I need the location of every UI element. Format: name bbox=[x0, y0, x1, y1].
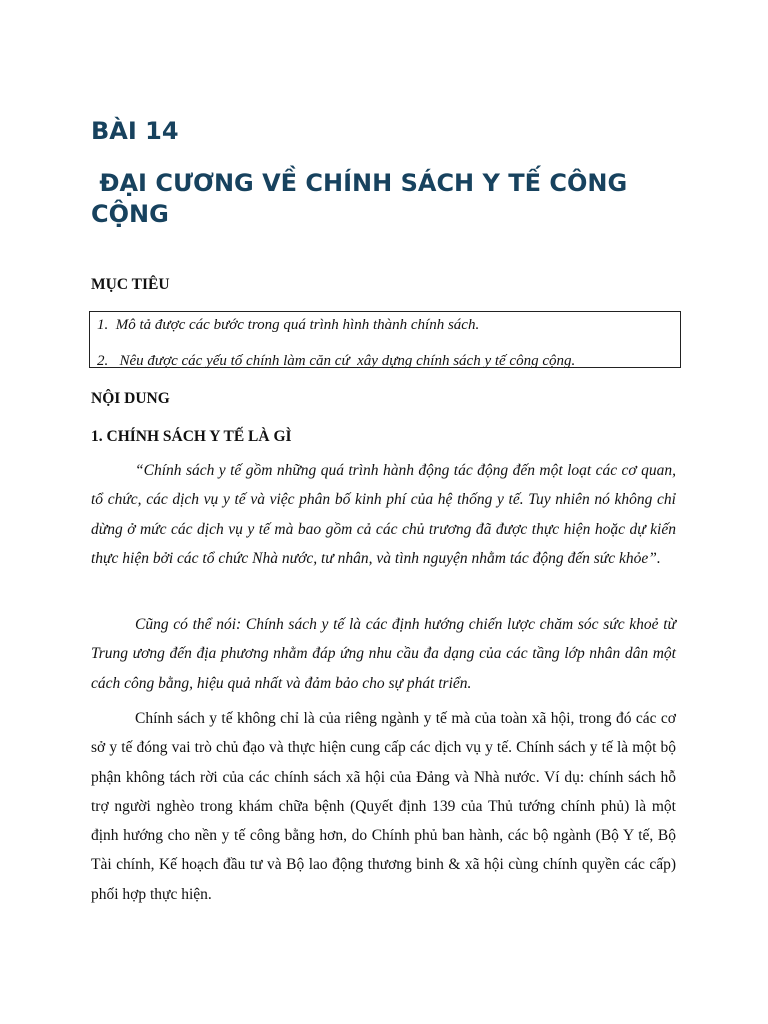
lesson-title: ĐẠI CƯƠNG VỀ CHÍNH SÁCH Y TẾ CÔNG CỘNG bbox=[91, 169, 636, 228]
objective-item-1: 1. Mô tả được các bước trong quá trình hình thành chính sách. bbox=[97, 317, 480, 333]
objectives-heading: MỤC TIÊU bbox=[91, 276, 170, 293]
paragraph-1-quote: “Chính sách y tế gồm những quá trình hành động tác động đến một loạt các cơ quan, tổ chức, các dịch vụ y tế và việc phân bố kinh phí của hệ thống y tế. Tuy nhiên nó không chỉ dừng ở mức các dịch vụ y tế mà bao gồm cả các chủ trương đã được thực hiện hoặc dự kiến thực hiện bởi các tổ chức Nhà nước, tư nhân, và tình nguyện nhằm tác động đến sức khỏe”. bbox=[91, 462, 676, 567]
paragraph-2: Cũng có thể nói: Chính sách y tế là các định hướng chiến lược chăm sóc sức khoẻ từ Trung ương đến địa phương nhằm đáp ứng nhu cầu đa dạng của các tầng lớp nhân dân một cách công bằng, hiệu quả nhất và đảm bảo cho sự phát triển. bbox=[91, 616, 676, 692]
content-heading: NỘI DUNG bbox=[91, 390, 170, 407]
paragraph-3: Chính sách y tế không chỉ là của riêng ngành y tế mà của toàn xã hội, trong đó các cơ sở y tế đóng vai trò chủ đạo và thực hiện cung cấp các dịch vụ y tế. Chính sách y tế là một bộ phận không tách rời của các chính sách xã hội của Đảng và Nhà nước. Ví dụ: chính sách hỗ trợ người nghèo trong khám chữa bệnh (Quyết định 139 của Thủ tướng chính phủ) là một định hướng cho nền y tế công bằng hơn, do Chính phủ ban hành, các bộ ngành (Bộ Y tế, Bộ Tài chính, Kế hoạch đầu tư và Bộ lao động thương binh & xã hội cùng chính quyền các cấp) phối hợp thực hiện. bbox=[91, 710, 676, 903]
objective-item-2: 2. Nêu được các yếu tố chính làm căn cứ xây dựng chính sách y tế công cộng. bbox=[97, 353, 576, 369]
objectives-box bbox=[89, 311, 681, 368]
lesson-number: BÀI 14 bbox=[91, 117, 179, 145]
section-1-heading: 1. CHÍNH SÁCH Y TẾ LÀ GÌ bbox=[91, 428, 292, 445]
